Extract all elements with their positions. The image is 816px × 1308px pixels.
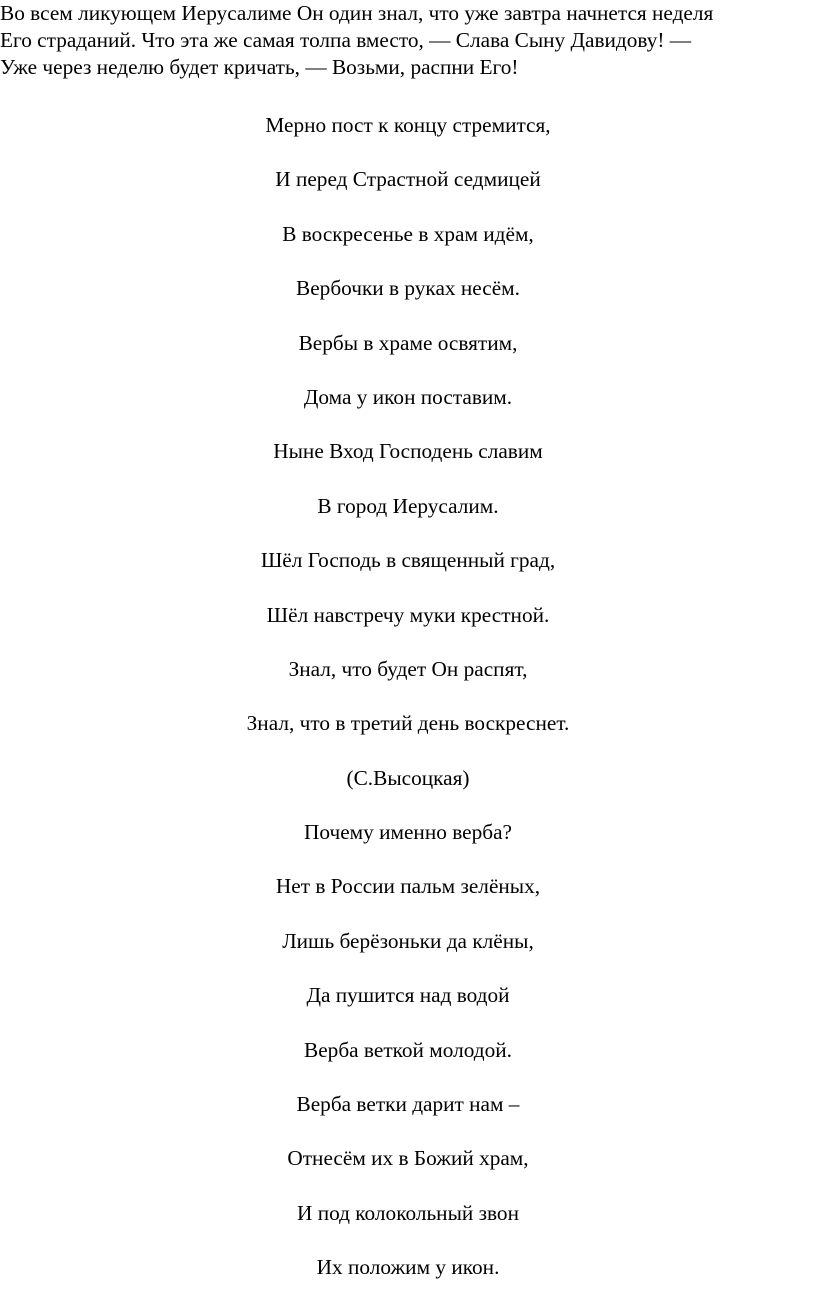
- poem-line: Ныне Вход Господень славим: [273, 439, 543, 464]
- intro-line: Уже через неделю будет кричать, — Возьми, распни Его!: [0, 55, 519, 79]
- poem-line: В воскресенье в храм идём,: [282, 221, 534, 246]
- poem-line: Почему именно верба?: [304, 820, 512, 845]
- poem-line: Верба ветки дарит нам –: [296, 1092, 520, 1117]
- poem-line: Дома у икон поставим.: [303, 384, 513, 409]
- poem-line: Знал, что в третий день воскреснет.: [246, 711, 570, 736]
- poem-line: Верба веткой молодой.: [304, 1037, 512, 1062]
- poem-line: Мерно пост к концу стремится,: [265, 113, 551, 137]
- poem-line: Да пушится над водой: [306, 983, 510, 1008]
- poem-line: Шёл Господь в священный град,: [260, 548, 556, 573]
- poem-line: Вербы в храме освятим,: [298, 330, 518, 355]
- poem-line: Шёл навстречу муки крестной.: [266, 602, 550, 627]
- poem-line: Лишь берёзоньки да клёны,: [282, 928, 534, 953]
- poem-line: Нет в России пальм зелёных,: [275, 874, 541, 899]
- poem-line: Отнесём их в Божий храм,: [287, 1146, 529, 1171]
- poem-line: Вербочки в руках несём.: [296, 276, 520, 301]
- poem-author: (С.Высоцкая): [346, 765, 470, 790]
- poem-line: И перед Страстной седмицей: [275, 167, 541, 192]
- poem-line: Знал, что будет Он распят,: [288, 656, 528, 681]
- poem-line: Их положим у икон.: [316, 1255, 500, 1280]
- poem-line: В город Иерусалим.: [317, 493, 499, 518]
- intro-line: Во всем ликующем Иерусалиме Он один знал, что уже завтра начнется неделя: [0, 1, 714, 25]
- poem-block: [0, 111, 816, 1308]
- intro-paragraph: [0, 0, 816, 81]
- intro-line: Его страданий. Что эта же самая толпа вместо, — Слава Сыну Давидову! —: [0, 28, 692, 52]
- poem-line: И под колокольный звон: [297, 1200, 519, 1225]
